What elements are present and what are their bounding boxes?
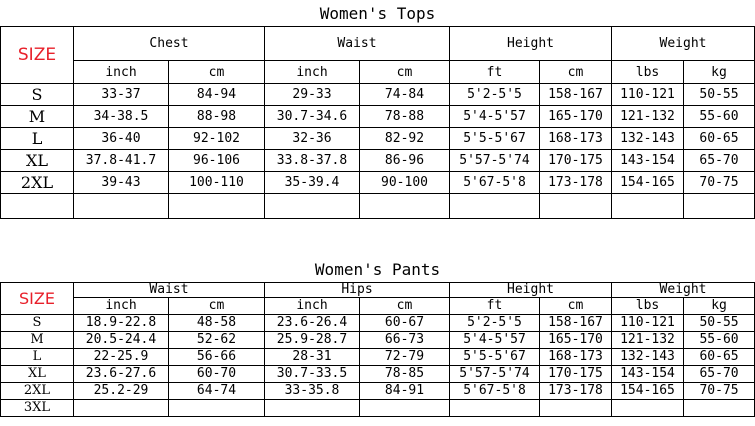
measurement-cell: 55-60: [684, 106, 755, 128]
unit-cell: lbs: [612, 298, 684, 315]
pants-size-row: [1, 349, 755, 366]
measurement-cell: 52-62: [169, 332, 265, 349]
tops-size-header: SIZE: [1, 27, 74, 84]
measurement-cell: 96-106: [169, 150, 265, 172]
measurement-cell: 55-60: [684, 332, 755, 349]
measurement-cell: 33.8-37.8: [265, 150, 360, 172]
pants-size-row: [1, 332, 755, 349]
size-label-cell: 3XL: [1, 400, 74, 417]
unit-cell: cm: [360, 61, 450, 84]
size-label-cell: S: [1, 84, 74, 106]
measurement-cell: 154-165: [612, 383, 684, 400]
measurement-cell: 5'67-5'8: [450, 172, 540, 194]
size-label-cell: [1, 194, 74, 219]
measurement-cell: 84-91: [360, 383, 450, 400]
unit-cell: inch: [265, 298, 360, 315]
tops-group-waist: Waist: [265, 27, 450, 61]
measurement-cell: 65-70: [684, 150, 755, 172]
size-label-cell: XL: [1, 150, 74, 172]
measurement-cell: 158-167: [540, 84, 612, 106]
size-label-cell: XL: [1, 366, 74, 383]
measurement-cell: [540, 194, 612, 219]
measurement-cell: [540, 400, 612, 417]
measurement-cell: 66-73: [360, 332, 450, 349]
measurement-cell: 132-143: [612, 349, 684, 366]
measurement-cell: 173-178: [540, 383, 612, 400]
measurement-cell: 39-43: [74, 172, 169, 194]
tops-size-row: [1, 128, 755, 150]
measurement-cell: 88-98: [169, 106, 265, 128]
pants-group-weight: Weight: [612, 283, 755, 298]
measurement-cell: [265, 194, 360, 219]
tops-size-row: [1, 84, 755, 106]
measurement-cell: 35-39.4: [265, 172, 360, 194]
measurement-cell: 25.9-28.7: [265, 332, 360, 349]
unit-cell: lbs: [612, 61, 684, 84]
unit-cell: cm: [360, 298, 450, 315]
tops-title: Women's Tops: [1, 0, 755, 27]
measurement-cell: 74-84: [360, 84, 450, 106]
pants-group-height: Height: [450, 283, 612, 298]
measurement-cell: [360, 194, 450, 219]
measurement-cell: 143-154: [612, 366, 684, 383]
measurement-cell: 72-79: [360, 349, 450, 366]
measurement-cell: 50-55: [684, 315, 755, 332]
measurement-cell: 36-40: [74, 128, 169, 150]
measurement-cell: 65-70: [684, 366, 755, 383]
tops-size-row: [1, 172, 755, 194]
pants-size-row: [1, 400, 755, 417]
measurement-cell: 32-36: [265, 128, 360, 150]
pants-size-row: [1, 315, 755, 332]
pants-group-waist: Waist: [74, 283, 265, 298]
measurement-cell: 92-102: [169, 128, 265, 150]
measurement-cell: 5'57-5'74: [450, 150, 540, 172]
unit-cell: inch: [74, 298, 169, 315]
measurement-cell: 70-75: [684, 383, 755, 400]
measurement-cell: [360, 400, 450, 417]
measurement-cell: [74, 400, 169, 417]
tops-unit-row: [1, 61, 755, 84]
measurement-cell: 33-35.8: [265, 383, 360, 400]
pants-title-row: [1, 256, 755, 283]
measurement-cell: 5'4-5'57: [450, 106, 540, 128]
measurement-cell: [684, 400, 755, 417]
measurement-cell: 5'2-5'5: [450, 315, 540, 332]
measurement-cell: [74, 194, 169, 219]
measurement-cell: 64-74: [169, 383, 265, 400]
measurement-cell: 23.6-27.6: [74, 366, 169, 383]
measurement-cell: 60-70: [169, 366, 265, 383]
womens-pants-size-table: [0, 256, 755, 417]
unit-cell: kg: [684, 298, 755, 315]
measurement-cell: [684, 194, 755, 219]
measurement-cell: 165-170: [540, 332, 612, 349]
size-label-cell: S: [1, 315, 74, 332]
unit-cell: cm: [169, 61, 265, 84]
measurement-cell: 168-173: [540, 128, 612, 150]
size-label-cell: 2XL: [1, 383, 74, 400]
measurement-cell: 100-110: [169, 172, 265, 194]
pants-title: Women's Pants: [1, 256, 755, 283]
measurement-cell: [169, 194, 265, 219]
unit-cell: ft: [450, 298, 540, 315]
unit-cell: cm: [540, 298, 612, 315]
measurement-cell: [450, 400, 540, 417]
measurement-cell: 173-178: [540, 172, 612, 194]
measurement-cell: 121-132: [612, 332, 684, 349]
measurement-cell: 78-85: [360, 366, 450, 383]
measurement-cell: 84-94: [169, 84, 265, 106]
measurement-cell: [265, 400, 360, 417]
tops-group-height: Height: [450, 27, 612, 61]
measurement-cell: 5'67-5'8: [450, 383, 540, 400]
measurement-cell: 60-67: [360, 315, 450, 332]
size-label-cell: M: [1, 332, 74, 349]
unit-cell: inch: [74, 61, 169, 84]
size-label-cell: M: [1, 106, 74, 128]
measurement-cell: 110-121: [612, 84, 684, 106]
measurement-cell: 168-173: [540, 349, 612, 366]
measurement-cell: 170-175: [540, 150, 612, 172]
unit-cell: cm: [540, 61, 612, 84]
measurement-cell: 5'4-5'57: [450, 332, 540, 349]
size-label-cell: L: [1, 128, 74, 150]
tops-size-row: [1, 194, 755, 219]
tops-group-header-row: [1, 27, 755, 61]
measurement-cell: 90-100: [360, 172, 450, 194]
measurement-cell: 5'5-5'67: [450, 128, 540, 150]
unit-cell: kg: [684, 61, 755, 84]
measurement-cell: [169, 400, 265, 417]
measurement-cell: 30.7-33.5: [265, 366, 360, 383]
measurement-cell: 29-33: [265, 84, 360, 106]
measurement-cell: 60-65: [684, 349, 755, 366]
measurement-cell: 23.6-26.4: [265, 315, 360, 332]
measurement-cell: 33-37: [74, 84, 169, 106]
unit-cell: cm: [169, 298, 265, 315]
measurement-cell: 121-132: [612, 106, 684, 128]
measurement-cell: 158-167: [540, 315, 612, 332]
measurement-cell: 170-175: [540, 366, 612, 383]
tops-group-weight: Weight: [612, 27, 755, 61]
measurement-cell: 5'5-5'67: [450, 349, 540, 366]
pants-group-hips: Hips: [265, 283, 450, 298]
measurement-cell: 5'2-5'5: [450, 84, 540, 106]
measurement-cell: 60-65: [684, 128, 755, 150]
measurement-cell: 110-121: [612, 315, 684, 332]
tops-size-row: [1, 150, 755, 172]
measurement-cell: [450, 194, 540, 219]
measurement-cell: 25.2-29: [74, 383, 169, 400]
pants-unit-row: [1, 298, 755, 315]
measurement-cell: 20.5-24.4: [74, 332, 169, 349]
measurement-cell: 48-58: [169, 315, 265, 332]
measurement-cell: 50-55: [684, 84, 755, 106]
measurement-cell: [612, 400, 684, 417]
measurement-cell: 143-154: [612, 150, 684, 172]
measurement-cell: 30.7-34.6: [265, 106, 360, 128]
measurement-cell: 70-75: [684, 172, 755, 194]
measurement-cell: 22-25.9: [74, 349, 169, 366]
measurement-cell: [612, 194, 684, 219]
size-label-cell: L: [1, 349, 74, 366]
measurement-cell: 5'57-5'74: [450, 366, 540, 383]
tops-title-row: [1, 0, 755, 27]
pants-size-header: SIZE: [1, 283, 74, 315]
measurement-cell: 18.9-22.8: [74, 315, 169, 332]
measurement-cell: 82-92: [360, 128, 450, 150]
measurement-cell: 154-165: [612, 172, 684, 194]
pants-size-row: [1, 366, 755, 383]
tops-size-row: [1, 106, 755, 128]
unit-cell: inch: [265, 61, 360, 84]
measurement-cell: 132-143: [612, 128, 684, 150]
measurement-cell: 86-96: [360, 150, 450, 172]
pants-group-header-row: [1, 283, 755, 298]
measurement-cell: 34-38.5: [74, 106, 169, 128]
measurement-cell: 78-88: [360, 106, 450, 128]
measurement-cell: 28-31: [265, 349, 360, 366]
measurement-cell: 165-170: [540, 106, 612, 128]
tops-group-chest: Chest: [74, 27, 265, 61]
measurement-cell: 37.8-41.7: [74, 150, 169, 172]
unit-cell: ft: [450, 61, 540, 84]
size-label-cell: 2XL: [1, 172, 74, 194]
measurement-cell: 56-66: [169, 349, 265, 366]
pants-size-row: [1, 383, 755, 400]
